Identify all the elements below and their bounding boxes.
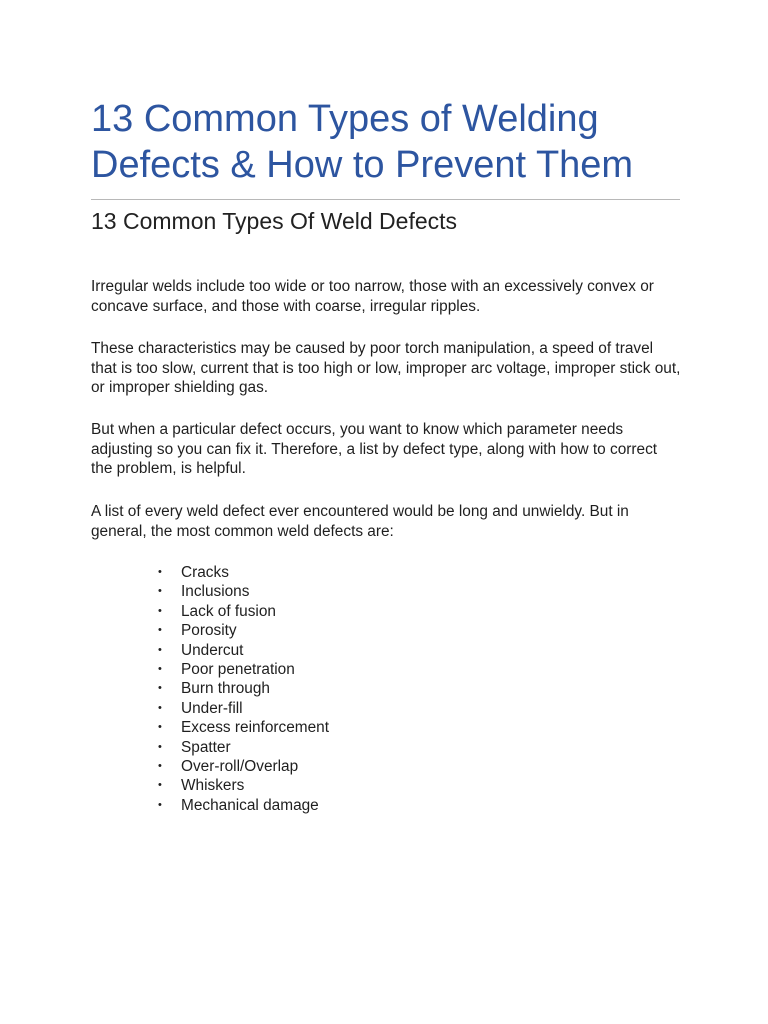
bullet-icon: • — [158, 566, 162, 578]
list-item-label: Porosity — [181, 622, 237, 640]
list-item — [158, 660, 329, 679]
list-item-label: Lack of fusion — [181, 602, 276, 620]
list-item-label: Excess reinforcement — [181, 719, 329, 737]
paragraph-causes: These characteristics may be caused by poor torch manipulation, a speed of travel that is too slow, current that is too high or low, improper arc voltage, improper stick out, or improper shielding gas. — [91, 340, 681, 397]
defect-list — [158, 563, 329, 815]
section-heading: 13 Common Types Of Weld Defects — [91, 208, 458, 234]
list-item-label: Over-roll/Overlap — [181, 758, 299, 776]
bullet-icon: • — [158, 701, 162, 714]
article-title: 13 Common Types of Welding Defects & How to Prevent Them — [91, 98, 634, 186]
paragraph-defect-parameters: But when a particular defect occurs, you want to know which parameter needs adjusting so you can fix it. Therefore, a list by defect type, along with how to correct the problem, is helpful. — [91, 421, 658, 478]
list-item — [158, 738, 329, 757]
list-item-label: Mechanical damage — [181, 796, 319, 814]
list-item — [158, 679, 329, 698]
list-item-label: Spatter — [181, 738, 231, 756]
bullet-icon: • — [158, 779, 162, 792]
bullet-icon: • — [158, 682, 162, 695]
bullet-icon: • — [158, 740, 162, 753]
list-item-label: Cracks — [181, 564, 229, 581]
bullet-icon: • — [158, 604, 162, 617]
title-divider — [91, 199, 680, 200]
bullet-icon: • — [158, 721, 162, 734]
list-item-label: Inclusions — [181, 583, 250, 601]
bullet-icon: • — [158, 585, 162, 598]
list-item — [158, 641, 329, 660]
list-item — [158, 582, 329, 601]
list-item — [158, 621, 329, 640]
list-item — [158, 563, 329, 582]
list-item — [158, 776, 329, 795]
list-item — [158, 718, 329, 737]
list-item — [158, 602, 329, 621]
list-item — [158, 699, 329, 718]
bullet-icon: • — [158, 798, 162, 811]
paragraph-list-intro: A list of every weld defect ever encountered would be long and unwieldy. But in general, the most common weld defects are: — [91, 503, 629, 540]
list-item-label: Under-fill — [181, 699, 243, 717]
list-item-label: Whiskers — [181, 777, 245, 795]
list-item — [158, 757, 329, 776]
list-item-label: Poor penetration — [181, 661, 295, 679]
paragraph-irregular-welds: Irregular welds include too wide or too narrow, those with an excessively convex or concave surface, and those with coarse, irregular ripples. — [91, 278, 654, 315]
list-item-label: Undercut — [181, 641, 244, 659]
bullet-icon: • — [158, 663, 162, 676]
bullet-icon: • — [158, 624, 162, 637]
bullet-icon: • — [158, 760, 162, 773]
list-item-label: Burn through — [181, 680, 270, 698]
bullet-icon: • — [158, 643, 162, 656]
list-item — [158, 796, 329, 815]
